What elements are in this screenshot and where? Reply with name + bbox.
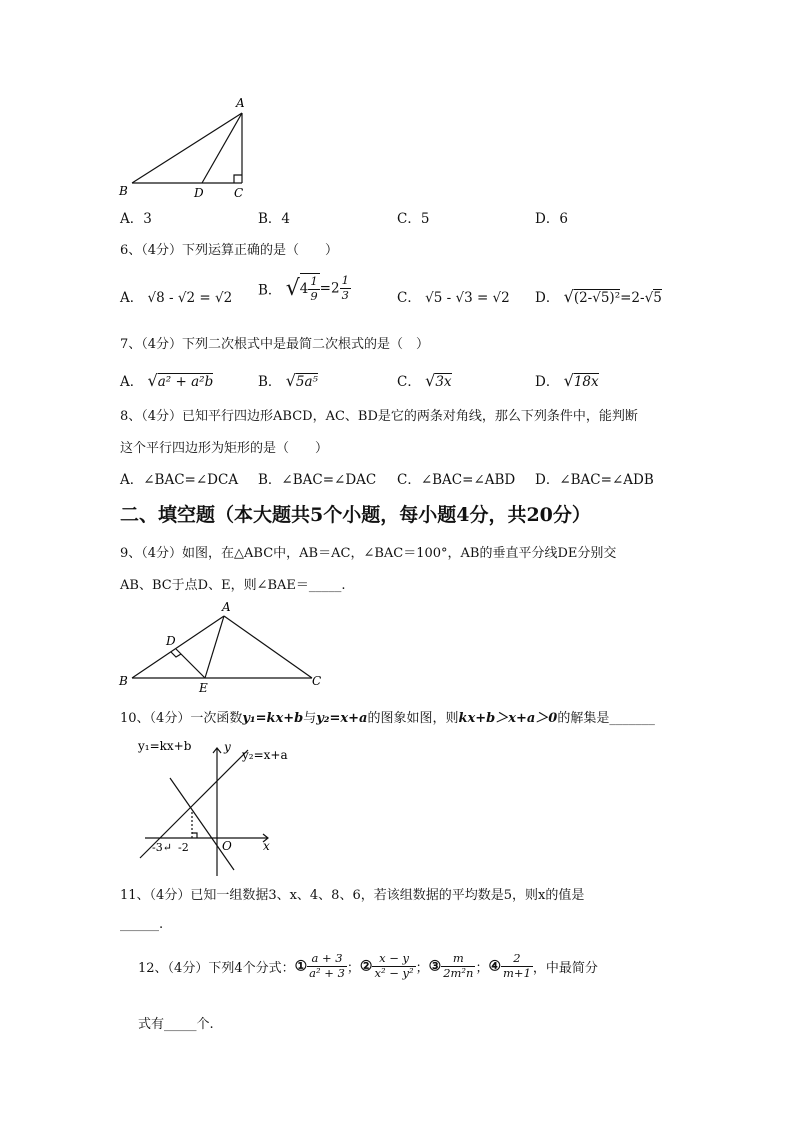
q11-stem-line2: ______. — [120, 917, 164, 932]
tick-minus-3: -3↵ — [152, 841, 172, 854]
label-a: A — [222, 600, 231, 614]
q5-option-c: C．5 — [397, 211, 430, 227]
q8-stem-line1: 8、（4分）已知平行四边形ABCD，AC、BD是它的两条对角线，那么下列条件中，能判断 — [120, 409, 638, 424]
line2-label: y₂=x+a — [242, 748, 288, 762]
q12-stem-line1: 12、（4分）下列4个分式：① $\frac{a + 3}{\text{a² + 3}}$ ；② $\frac{x - y}{\text{x² − y²}}$ ；③ $\frac{m}{\text{2m²n}}$ ；④ $\frac{2}{m+1}$ ，中最简分 — [138, 951, 598, 980]
q9-stem-line2: AB、BC于点D、E，则∠BAE＝_____. — [120, 578, 346, 593]
q11-stem-line1: 11、（4分）已知一组数据3、x、4、8、6，若该组数据的平均数是5，则x的值是 — [120, 888, 585, 903]
x-axis-label: x — [263, 839, 270, 853]
tick-minus-2: -2 — [178, 841, 189, 854]
q8-stem-line2: 这个平行四边形为矩形的是（ ） — [120, 441, 329, 456]
label-d: D — [194, 186, 204, 200]
q8-option-d: D．∠BAC=∠ADB — [535, 472, 654, 488]
q6-a-expr: √8 - √2 = √2 — [147, 290, 233, 306]
label-a: A — [236, 96, 245, 110]
triangle-figure-q5 — [110, 95, 260, 200]
q6-option-b: B． √4 $\frac{1}{9}$ =2 $\frac{1}{3}$ — [258, 273, 349, 303]
q8-option-a: A．∠BAC=∠DCA — [120, 472, 239, 488]
q8-option-c: C．∠BAC=∠ABD — [397, 472, 516, 488]
q7-option-c: C． √3x — [397, 371, 452, 390]
function-graph-q10 — [130, 733, 288, 878]
label-b: B — [119, 674, 128, 688]
y-axis-label: y — [224, 740, 231, 754]
label-e: E — [199, 681, 208, 695]
q10-stem: 10、（4分）一次函数y₁=kx+b与y₂=x+a的图象如图，则kx+b＞x+a＞0的解集是_______ — [120, 711, 655, 726]
q6-c-expr: √5 - √3 = √2 — [425, 290, 510, 306]
q5-option-b: B．4 — [258, 211, 291, 227]
q6-option-d: D． √(2-√5)²=2-√5 — [535, 287, 662, 306]
q9-stem-line1: 9、（4分）如图，在△ABC中，AB＝AC，∠BAC＝100°，AB的垂直平分线DE分别交 — [120, 546, 617, 561]
section-2-heading: 二、填空题（本大题共5个小题，每小题4分，共20分） — [120, 504, 591, 526]
q6-stem: 6、（4分）下列运算正确的是（ ） — [120, 243, 339, 258]
q7-option-a: A． √a² + a²b — [120, 371, 214, 390]
q6-d-expr: (2-√5)² — [573, 290, 621, 306]
triangle-figure-q9 — [112, 598, 327, 698]
label-c: C — [234, 186, 244, 200]
q7-option-d: D． √18x — [535, 371, 599, 390]
q8-option-b: B．∠BAC=∠DAC — [258, 472, 377, 488]
q12-stem-line2: 式有_____个. — [138, 1017, 214, 1032]
q6-option-c: C． √5 - √3 = √2 — [397, 290, 510, 306]
q6-option-a: A． √8 - √2 = √2 — [120, 290, 233, 306]
label-b: B — [119, 184, 128, 198]
origin-label: O — [222, 839, 232, 853]
label-c: C — [312, 674, 322, 688]
q5-option-d: D．6 — [535, 211, 568, 227]
label-d: D — [166, 634, 176, 648]
q7-option-b: B． √5a⁵ — [258, 371, 318, 390]
q7-stem: 7、（4分）下列二次根式中是最简二次根式的是（ ） — [120, 337, 430, 352]
line1-label: y₁=kx+b — [138, 739, 192, 753]
q5-option-a: A．3 — [120, 211, 152, 227]
